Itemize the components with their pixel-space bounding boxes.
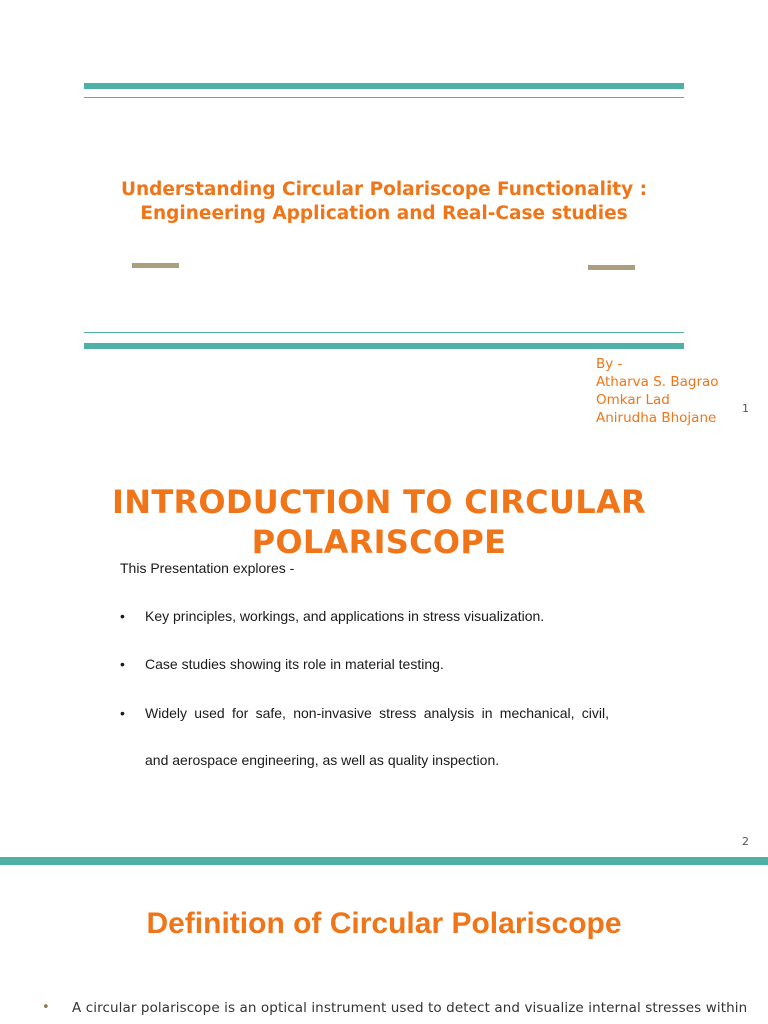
slide3-title: Definition of Circular Polariscope <box>146 907 622 940</box>
slide1-page-number: 1 <box>742 402 749 415</box>
slide1-top-thick-rule <box>84 83 684 89</box>
author-line: Atharva S. Bagrao <box>596 374 719 390</box>
slide1-top-thin-rule <box>84 97 684 98</box>
slide1-title <box>60 178 708 226</box>
author-line: By - <box>596 356 623 372</box>
author-line: Omkar Lad <box>596 392 670 408</box>
author-line: Anirudha Bhojane <box>596 410 717 426</box>
slide1-left-dash <box>132 263 179 268</box>
slide2-title-line2: POLARISCOPE <box>251 523 507 561</box>
bullet-dot: • <box>120 705 125 721</box>
slide1-bottom-thick-rule <box>84 343 684 349</box>
slide2-page-number: 2 <box>742 835 749 848</box>
slide3-top-rule <box>0 857 768 865</box>
slide2-bullet: Key principles, workings, and applications in stress visualization. <box>145 608 545 624</box>
slide2-title-line1: INTRODUCTION TO CIRCULAR <box>112 483 646 521</box>
slide1-right-dash <box>588 265 635 270</box>
slide3-bullet: A circular polariscope is an optical instrument used to detect and visualize internal stresses within <box>72 1000 748 1016</box>
slide1-title-line1: Understanding Circular Polariscope Functionality : <box>120 179 648 200</box>
bullet-dot: • <box>120 656 125 672</box>
slide2-title <box>70 482 688 562</box>
bullet-dot: • <box>42 1000 50 1015</box>
slide2-continuation: and aerospace engineering, as well as quality inspection. <box>145 752 500 768</box>
slide2-bullet: Case studies showing its role in material testing. <box>145 656 444 672</box>
slide1-authors <box>596 355 719 427</box>
slide1-title-line2: Engineering Application and Real-Case studies <box>140 203 628 224</box>
slide1-bottom-thin-rule <box>84 332 684 333</box>
slide2-intro: This Presentation explores - <box>120 560 295 576</box>
bullet-dot: • <box>120 608 125 624</box>
slide2-bullet: Widely used for safe, non-invasive stress analysis in mechanical, civil, <box>145 705 609 721</box>
